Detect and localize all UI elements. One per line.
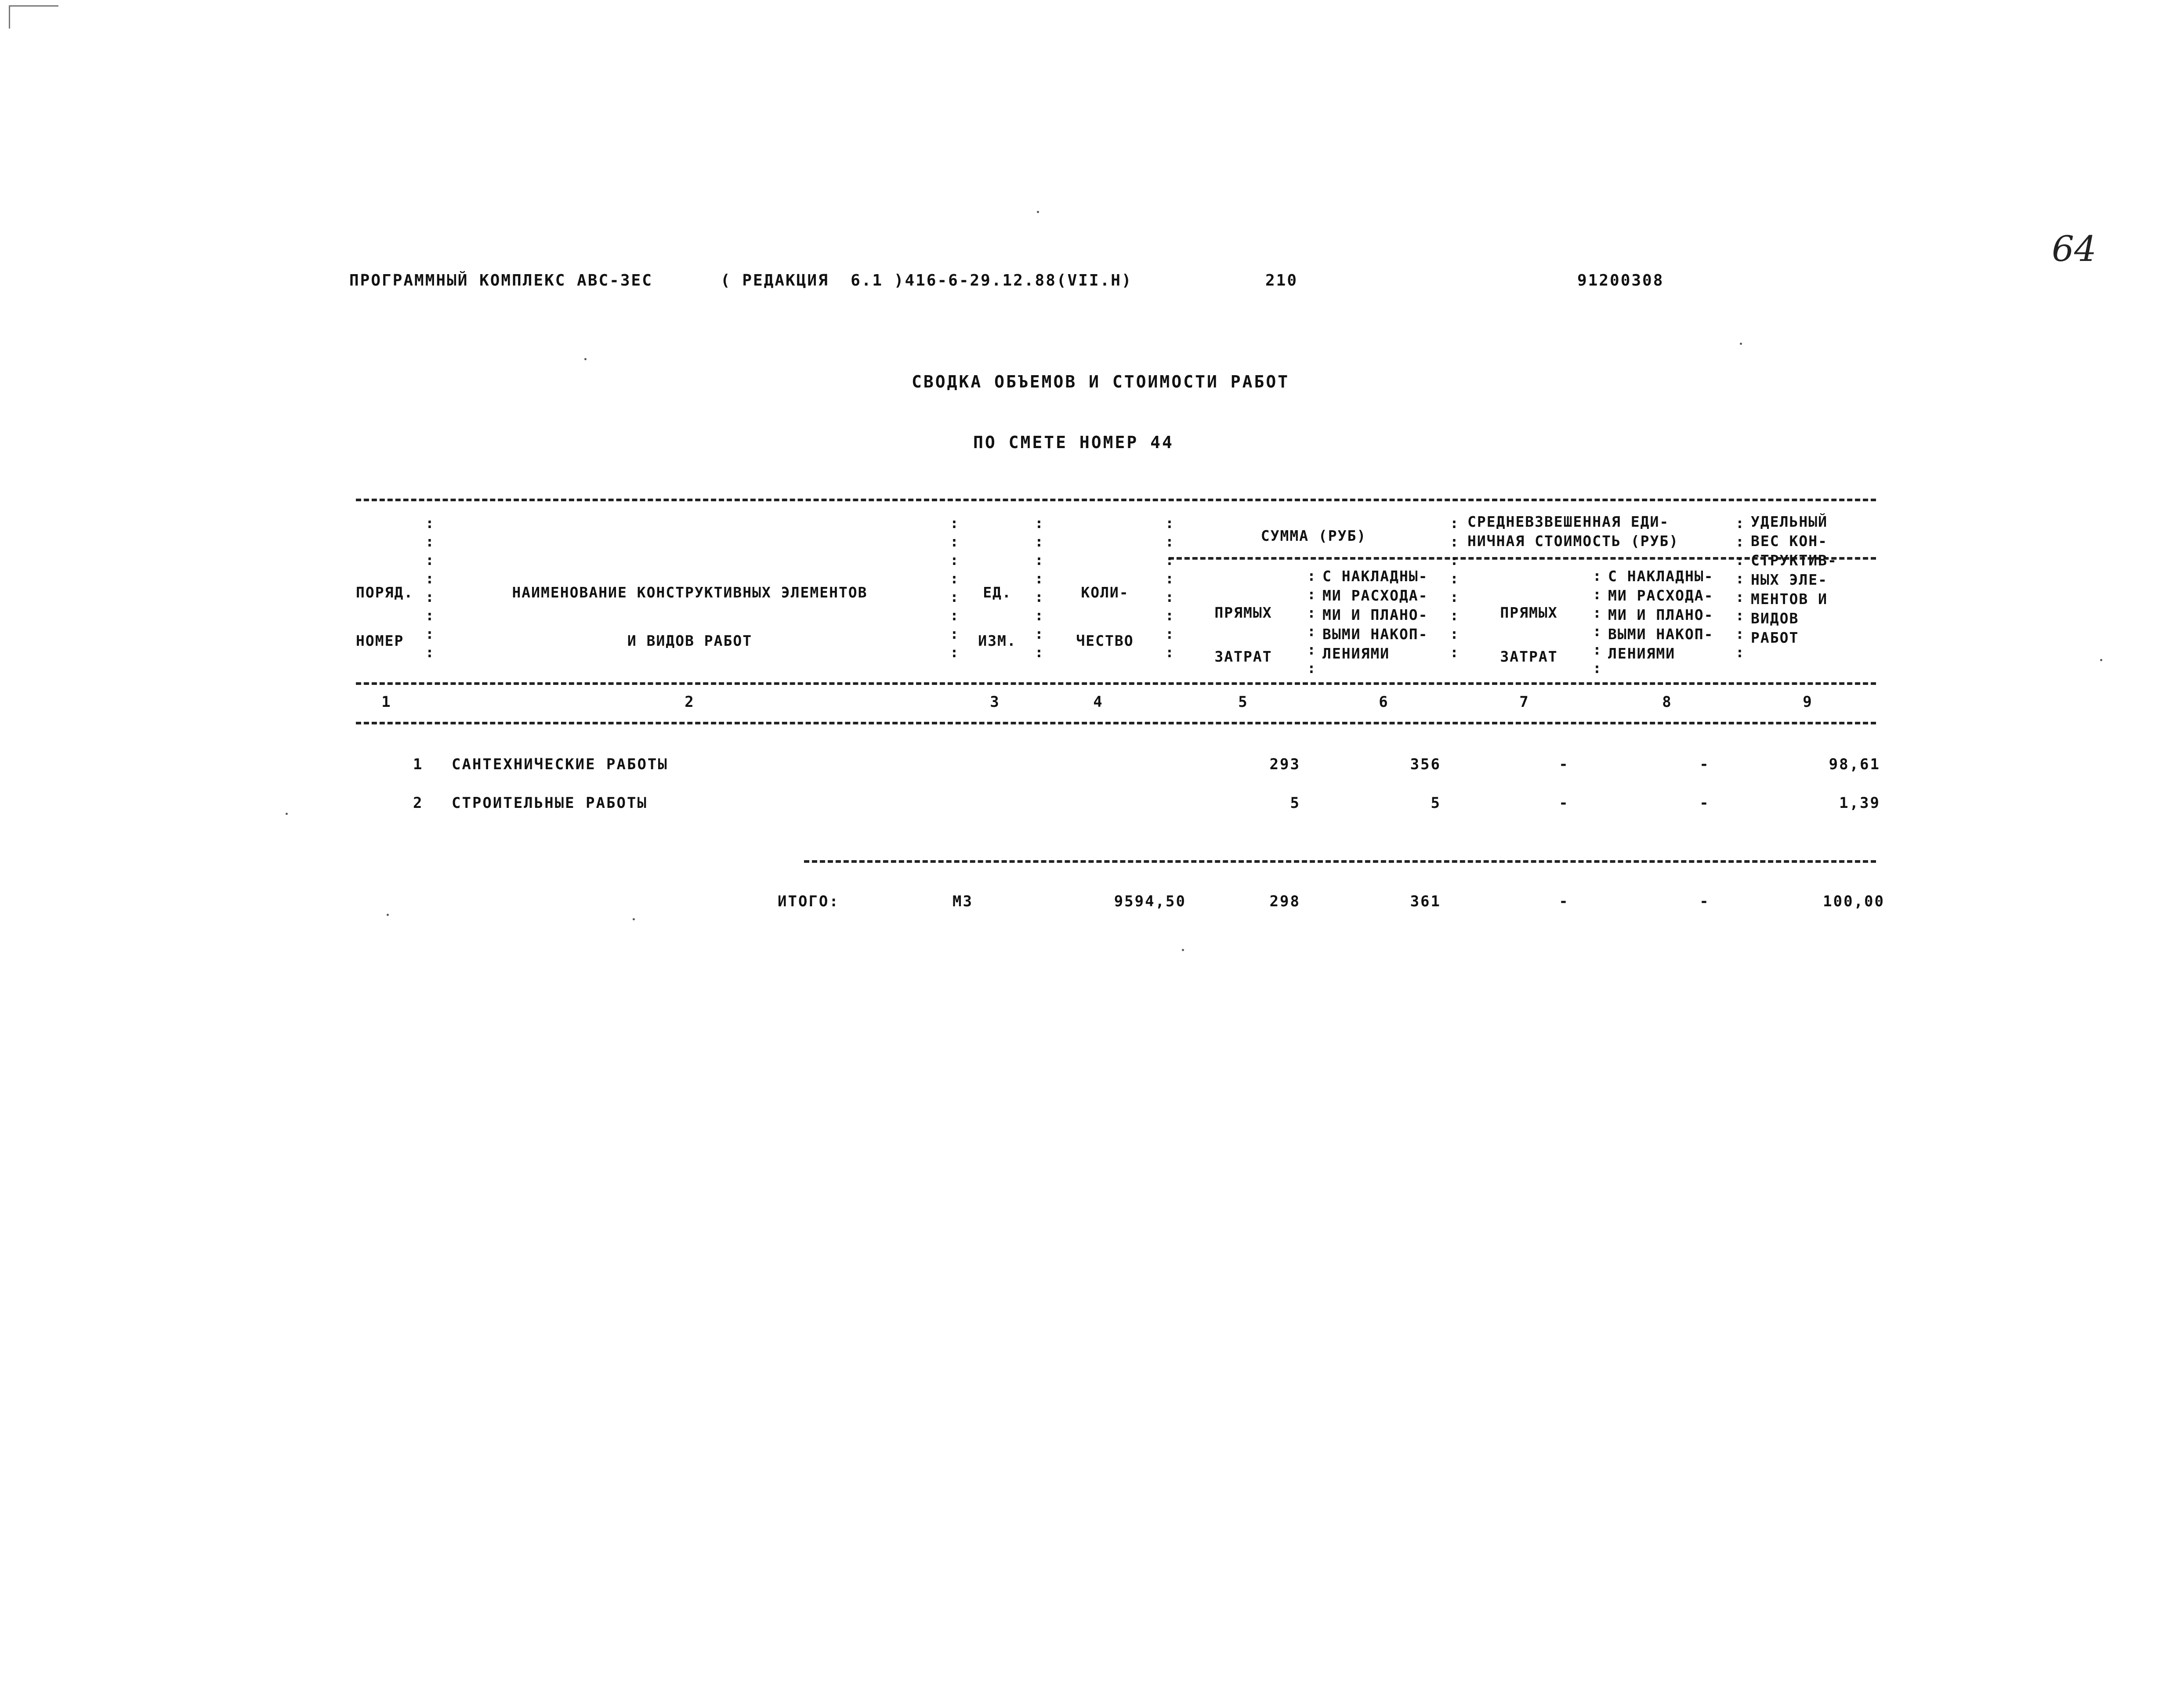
page-number: 210 bbox=[1265, 271, 1298, 290]
row-2-direct: 5 bbox=[1290, 794, 1300, 812]
scan-speck bbox=[1037, 211, 1039, 213]
scan-speck bbox=[1740, 343, 1742, 345]
col-number: 8 bbox=[1662, 693, 1673, 711]
row-1-share: 98,61 bbox=[1829, 756, 1880, 773]
row-1-overhead: 356 bbox=[1410, 756, 1441, 773]
total-label: ИТОГО: bbox=[778, 893, 840, 910]
total-direct: 298 bbox=[1269, 893, 1300, 910]
scan-speck bbox=[1182, 949, 1184, 951]
total-rule bbox=[804, 860, 1876, 863]
column-separator: : : : : : : : : bbox=[1450, 514, 1459, 661]
row-1-avg-direct: - bbox=[1559, 756, 1569, 773]
total-overhead: 361 bbox=[1410, 893, 1441, 910]
col-number: 1 bbox=[381, 693, 392, 711]
col-number: 5 bbox=[1238, 693, 1249, 711]
col-group-sum: СУММА (РУБ) bbox=[1260, 527, 1367, 544]
row-1-number: 1 bbox=[413, 756, 424, 773]
scan-speck bbox=[387, 914, 389, 916]
row-2-share: 1,39 bbox=[1839, 794, 1880, 812]
row-2-name: СТРОИТЕЛЬНЫЕ РАБОТЫ bbox=[452, 794, 648, 812]
handwritten-page-mark: 64 bbox=[2052, 228, 2097, 269]
col-header-share: УДЕЛЬНЫЙ ВЕС КОН- СТРУКТИВ- НЫХ ЭЛЕ- МЕНТОВ И ВИДОВ РАБОТ bbox=[1751, 513, 1837, 646]
row-2-number: 2 bbox=[413, 794, 424, 812]
col-number: 2 bbox=[685, 693, 695, 711]
col-header-avg-direct: ПРЯМЫХ ЗАТРАТ bbox=[1500, 604, 1558, 665]
scan-speck bbox=[286, 813, 288, 815]
edition-info: ( РЕДАКЦИЯ 6.1 )416-6-29.12.88(VII.H) bbox=[721, 271, 1133, 290]
column-separator: : : : : : : bbox=[1307, 567, 1316, 677]
scan-speck bbox=[2100, 659, 2102, 661]
scan-speck bbox=[633, 918, 635, 920]
col-number: 7 bbox=[1519, 693, 1530, 711]
document-title: СВОДКА ОБЪЕМОВ И СТОИМОСТИ РАБОТ bbox=[912, 372, 1290, 391]
col-header-avg-overhead: С НАКЛАДНЫ- МИ РАСХОДА- МИ И ПЛАНО- ВЫМИ НАКОП- ЛЕНИЯМИ bbox=[1608, 568, 1714, 662]
col-number: 4 bbox=[1093, 693, 1104, 711]
total-avg-direct: - bbox=[1559, 893, 1569, 910]
col-number: 6 bbox=[1379, 693, 1389, 711]
column-separator: : : : : : : : : bbox=[1735, 514, 1744, 661]
col-header-overhead: С НАКЛАДНЫ- МИ РАСХОДА- МИ И ПЛАНО- ВЫМИ НАКОП- ЛЕНИЯМИ bbox=[1322, 568, 1428, 662]
table-top-rule bbox=[356, 499, 1876, 501]
scan-corner-mark bbox=[9, 5, 58, 29]
document-code: 91200308 bbox=[1577, 271, 1664, 290]
total-avg-overhead: - bbox=[1699, 893, 1710, 910]
total-unit: М3 bbox=[953, 893, 973, 910]
row-1-name: САНТЕХНИЧЕСКИЕ РАБОТЫ bbox=[452, 756, 668, 773]
column-separator: : : : : : : : : bbox=[1035, 514, 1043, 661]
numbers-bottom-rule bbox=[356, 722, 1876, 724]
row-1-avg-overhead: - bbox=[1699, 756, 1710, 773]
col-number: 9 bbox=[1803, 693, 1813, 711]
col-header-unit: ЕД. ИЗМ. bbox=[978, 584, 1017, 649]
column-separator: : : : : : : : : bbox=[425, 514, 434, 661]
row-1-direct: 293 bbox=[1269, 756, 1300, 773]
col-header-number: ПОРЯД. НОМЕР bbox=[356, 584, 414, 649]
total-share: 100,00 bbox=[1823, 893, 1885, 910]
header-bottom-rule bbox=[356, 682, 1876, 685]
program-name: ПРОГРАММНЫЙ КОМПЛЕКС АВС-ЗЕС bbox=[349, 271, 653, 290]
scan-speck bbox=[584, 358, 587, 360]
col-header-qty: КОЛИ- ЧЕСТВО bbox=[1076, 584, 1134, 649]
row-2-overhead: 5 bbox=[1431, 794, 1441, 812]
column-separator: : : : : : : : : bbox=[950, 514, 959, 661]
row-2-avg-direct: - bbox=[1559, 794, 1569, 812]
col-header-name: НАИМЕНОВАНИЕ КОНСТРУКТИВНЫХ ЭЛЕМЕНТОВ И ВИДОВ РАБОТ bbox=[512, 584, 868, 649]
document-subtitle: ПО СМЕТЕ НОМЕР 44 bbox=[973, 433, 1174, 452]
column-separator: : : : : : : : : bbox=[1165, 514, 1174, 661]
col-number: 3 bbox=[990, 693, 1000, 711]
col-group-avg-cost: СРЕДНЕВЗВЕШЕННАЯ ЕДИ- НИЧНАЯ СТОИМОСТЬ (РУБ) bbox=[1467, 513, 1679, 550]
row-2-avg-overhead: - bbox=[1699, 794, 1710, 812]
col-header-direct-cost: ПРЯМЫХ ЗАТРАТ bbox=[1214, 604, 1272, 665]
column-separator: : : : : : : bbox=[1593, 567, 1601, 677]
total-quantity: 9594,50 bbox=[1114, 893, 1186, 910]
